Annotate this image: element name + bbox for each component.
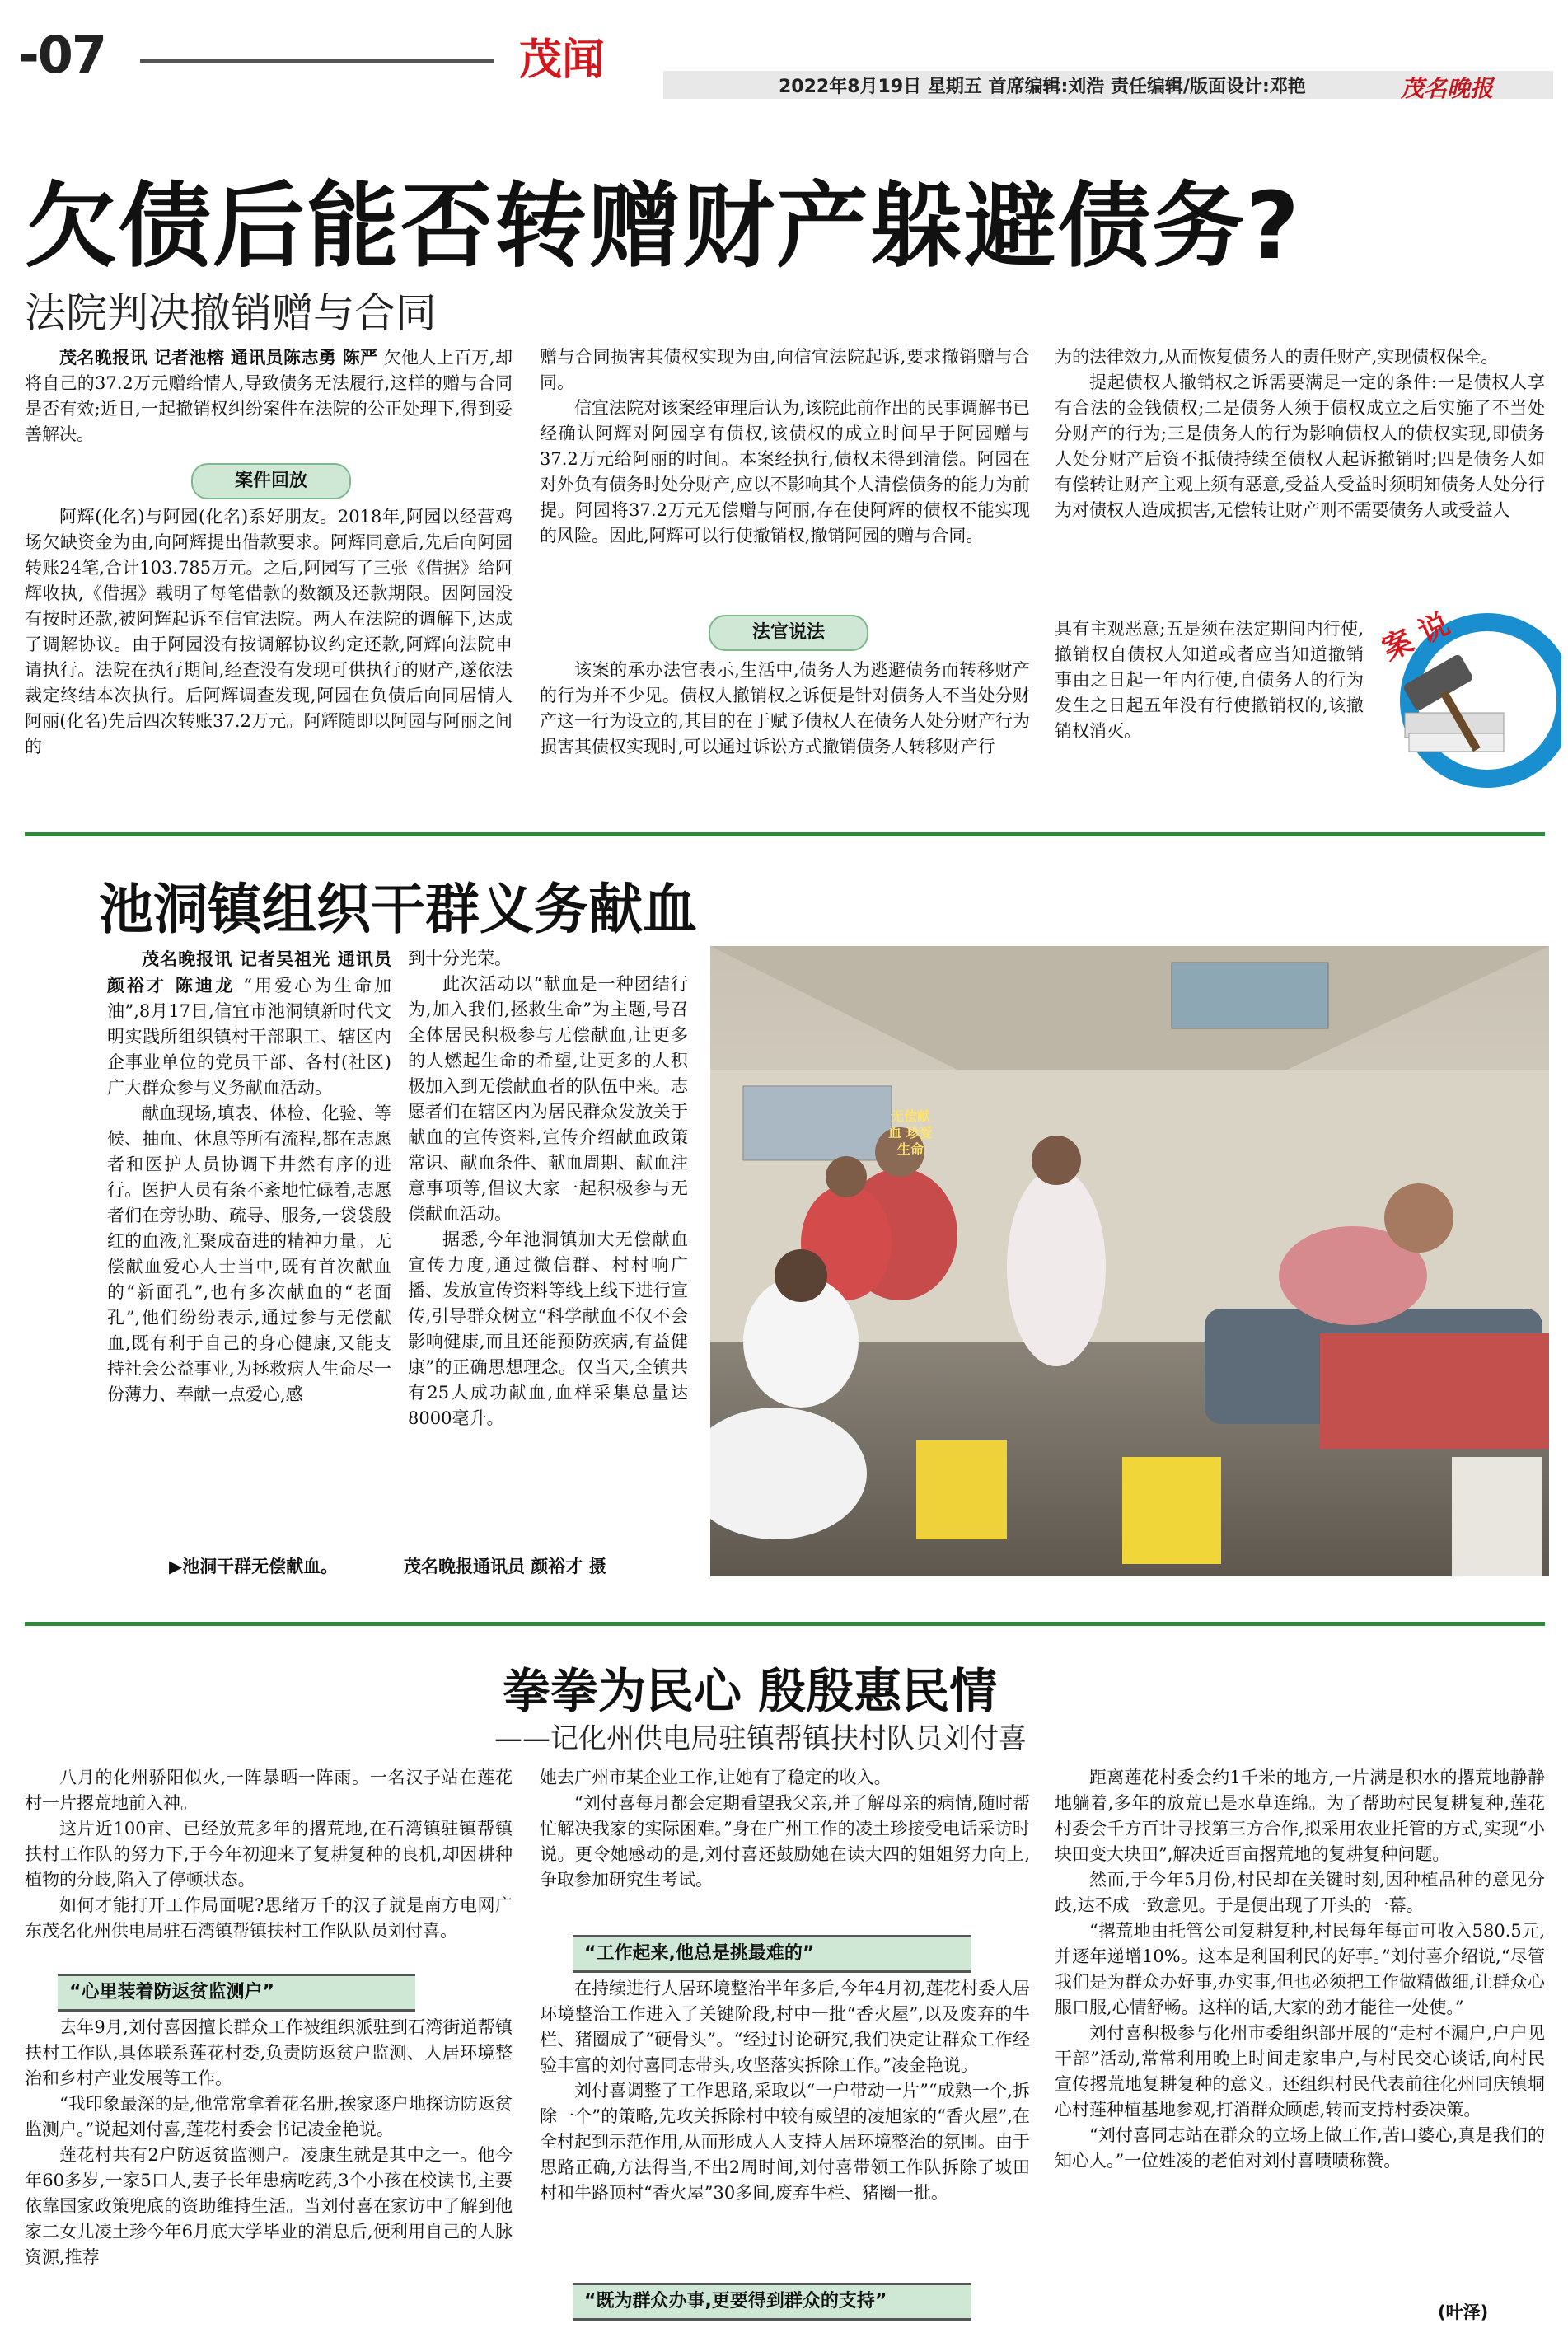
article1-col2 [540, 344, 1030, 604]
article1-p1: 阿辉(化名)与阿园(化名)系好朋友。2018年,阿园以经营鸡场欠缺资金为由,向阿辉提出借款要求。阿辉同意后,先后向阿园转账24笔,合计103.785万元。之后,阿园写了三张《借据》给阿辉收执,《借据》载明了每笔借款的数额及还款期限。因阿园没有按时还款,被阿辉起诉至信宜法院。两人在法院的调解下,达成了调解协议。由于阿园没有按调解协议约定还款,阿辉向法院申请执行。法院在执行期间,经查没有发现可供执行的财产,遂依法裁定终结本次执行。后阿辉调查发现,阿园在负债后向同居情人阿丽(化名)先后四次转账37.2万元。阿辉随即以阿园与阿丽之间的 [25, 507, 513, 756]
article2-col1 [107, 946, 391, 1560]
article3-c1p2: 这片近100亩、已经放荒多年的撂荒地,在石湾镇驻镇帮镇扶村工作队的努力下,于今年初迎来了复耕复种的良机,却因耕种植物的分歧,陷入了停顿状态。 [25, 1819, 513, 1890]
article3-col2-bottom [540, 1976, 1030, 2281]
article3-c1p6: 莲花村共有2户防返贫监测户。凌康生就是其中之一。他今年60多岁,一家5口人,妻子长年患病吃药,3个小孩在校读书,主要依靠国家政策兜底的资助维持生活。当刘付喜在家访中了解到他家二女儿凌土珍今年6月底大学毕业的消息后,便利用自己的人脉资源,推荐 [25, 2145, 513, 2267]
article3-c3p4: 刘付喜积极参与化州市委组织部开展的“走村不漏户,户户见干部”活动,常常利用晚上时间走家串户,与村民交心谈话,向村民宣传撂荒地复耕复种的意义。还组织村民代表前往化州同庆镇垌心村莲种植基地参观,打消群众顾虑,转而支持村委决策。 [1055, 2023, 1545, 2120]
article1-p7: 具有主观恶意;五是须在法定期间内行使,撤销权自债权人知道或者应当知道撤销事由之日起一年内行使,自债务人的行为发生之日起五年没有行使撤销权的,该撤销权消灭。 [1055, 619, 1364, 741]
article3-c2p1: 她去广州市某企业工作,让她有了稳定的收入。 [540, 1768, 892, 1787]
article1-p3: 信宜法院对该案经审理后认为,该院此前作出的民事调解书已经确认阿辉对阿园享有债权,该债权的成立时间早于阿园赠与37.2万元给阿丽的时间。本案经执行,债权未得到清偿。阿园在对外负有债务时处分财产,应以不影响其个人清偿债务的能力为前提。阿园将37.2万元无偿赠与阿丽,存在使阿辉的债权不能实现的风险。因此,阿辉可以行使撤销权,撤销阿园的赠与合同。 [540, 398, 1030, 546]
date-line: 2022年8月19日 星期五 首席编辑:刘浩 责任编辑/版面设计:邓艳 [779, 77, 1306, 97]
article1-lead: 茂名晚报讯 记者池榕 通讯员陈志勇 陈严 欠他人上百万,却将自己的37.2万元赠给情人,导致债务无法履行,这样的赠与合同是否有效;近日,一起撤销权纠纷案件在法院的公正处理下,得到妥善解决。 [25, 347, 513, 444]
photo-credit: 茂名晚报通讯员 颜裕才 摄 [404, 1557, 606, 1576]
article3-c3p5: “刘付喜同志站在群众的立场上做工作,苦口婆心,真是我们的知心人。”一位姓凌的老伯对刘付喜啧啧称赞。 [1055, 2125, 1545, 2171]
subsection-heading-1: “心里装着防返贫监测户” [58, 1974, 415, 2012]
vest-text: 无偿献血 珍爱生命 [888, 1108, 933, 1157]
article2-p4: 此次活动以“献血是一种团结行为,加入我们,拯救生命”为主题,号召全体居民积极参与无偿献血,让更多的人燃起生命的希望,让更多的人积极加入到无偿献血者的队伍中来。志愿者们在辖区内为居民群众发放关于献血的宣传资料,宣传介绍献血政策常识、献血条件、献血周期、献血注意事项等,倡议大家一起积极参与无偿献血活动。 [408, 974, 688, 1224]
article3-col3 [1055, 1765, 1545, 2317]
article3-col2-top [540, 1765, 1030, 1934]
blood-donation-photo [710, 946, 1549, 1576]
article3-c1p5: “我印象最深的是,他常常拿着花名册,挨家逐户地探访防返贫监测户。”说起刘付喜,莲花村委会书记凌金艳说。 [25, 2094, 513, 2139]
article1-p6: 提起债权人撤销权之诉需要满足一定的条件:一是债权人享有合法的金钱债权;二是债务人须于债权成立之后实施了不当处分财产的行为;三是债务人的行为影响债权人的债权实现,即债务人处分财产后资不抵债持续至债权人起诉撤销时;四是债务人如有偿转让财产主观上须有恶意,受益人受益时须明知债务人处分行为对债权人造成损害,无偿转让财产则不需要债务人或受益人 [1055, 372, 1545, 520]
section-heading-judge-says: 法官说法 [709, 615, 868, 651]
article2-p5: 据悉,今年池洞镇加大无偿献血宣传力度,通过微信群、村村响广播、发放宣传资料等线上线下进行宣传,引导群众树立“科学献血不仅不会影响健康,而且还能预防疾病,有益健康”的正确思想理念。仅当天,全镇共有25人成功献血,血样采集总量达8000毫升。 [408, 1230, 688, 1428]
badge-label: 案 说 [1377, 607, 1455, 667]
article2-byline: 茂名晚报讯 记者吴祖光 通讯员颜裕才 陈迪龙 [107, 949, 391, 995]
subsection-heading-2: “工作起来,他总是挑最难的” [573, 1935, 971, 1973]
section-label: 茂闻 [519, 35, 606, 85]
divider-2 [25, 1622, 1545, 1626]
article1-col3 [1055, 344, 1545, 616]
article2-lead: 茂名晚报讯 记者吴祖光 通讯员颜裕才 陈迪龙 “用爱心为生命加油”,8月17日,信宜市池洞镇新时代文明实践所组织镇村干部职工、辖区内企事业单位的党员干部、各村(社区)广大群众参与义务献血活动。 [107, 949, 391, 1098]
article3-c1p1: 八月的化州骄阳似火,一阵暴晒一阵雨。一名汉子站在莲花村一片撂荒地前入神。 [25, 1768, 513, 1813]
article2-p2: 献血现场,填表、体检、化验、等候、抽血、休息等所有流程,都在志愿者和医护人员协调下井然有序的进行。医护人员有条不紊地忙碌着,志愿者们在旁协助、疏导、服务,一袋袋殷红的血液,汇聚成奋进的精神力量。无偿献血爱心人士当中,既有首次献血的“新面孔”,也有多次献血的“老面孔”,他们纷纷表示,通过参与无偿献血,既有利于自己的身心健康,又能支持社会公益事业,为拯救病人生命尽一份薄力、奉献一点爱心,感 [107, 1103, 391, 1404]
article3-c2p3: 在持续进行人居环境整治半年多后,今年4月初,莲花村委人居环境整治工作进入了关键阶段,村中一批“香火屋”,以及废弃的牛栏、猪圈成了“硬骨头”。“经过讨论研究,我们决定让群众工作经验丰富的刘付喜同志带头,攻坚落实拆除工作。”凌金艳说。 [540, 1979, 1030, 2075]
section-heading-case-review: 案件回放 [191, 463, 351, 499]
masthead-logo: 茂名晚报 [1401, 75, 1494, 102]
article3-author: (叶泽) [1438, 2302, 1489, 2322]
masthead-left-rule [140, 59, 494, 63]
article1-col2-body [540, 658, 1030, 789]
article1-byline: 茂名晚报讯 记者池榕 通讯员陈志勇 陈严 [59, 347, 378, 368]
article1-p2: 赠与合同损害其债权实现为由,向信宜法院起诉,要求撤销赠与合同。 [540, 347, 1030, 392]
article2-p3: 到十分光荣。 [408, 949, 512, 968]
article2-col2 [408, 946, 688, 1560]
subsection-heading-3: “既为群众办事,更要得到群众的支持” [573, 2283, 971, 2321]
article3-headline: 拳拳为民心 殷殷惠民情 [503, 1663, 998, 1719]
article3-c1p3: 如何才能打开工作局面呢?思绪万千的汉子就是南方电网广东茂名化州供电局驻石湾镇帮镇扶村工作队队员刘付喜。 [25, 1895, 513, 1941]
article3-c2p4: 刘付喜调整了工作思路,采取以“一户带动一片”“成熟一个,拆除一个”的策略,先攻关拆除村中较有威望的凌旭家的“香火屋”,在全村起到示范作用,从而形成人人支持人居环境整治的氛围。由于思路正确,方法得当,不出2周时间,刘付喜带领工作队拆除了坡田村和牛路顶村“香火屋”30多间,废弃牛栏、猪圈一批。 [540, 2081, 1030, 2203]
article1-p4: 该案的承办法官表示,生活中,债务人为逃避债务而转移财产的行为并不少见。债权人撤销权之诉便是针对债务人不当处分财产这一行为设立的,其目的在于赋予债权人在债务人处分财产行为损害其债权实现时,可以通过诉讼方式撤销债务人转移财产行 [540, 660, 1030, 756]
article1-headline: 欠债后能否转赠财产躲避债务? [25, 173, 1301, 280]
article3-col1-bottom [25, 2015, 513, 2320]
article3-c1p4: 去年9月,刘付喜因擅长群众工作被组织派驻到石湾街道帮镇扶村工作队,具体联系莲花村委,负责防返贫户监测、人居环境整治和乡村产业发展等工作。 [25, 2017, 513, 2088]
article3-col1-top [25, 1765, 513, 1971]
article1-p5: 为的法律效力,从而恢复债务人的责任财产,实现债权保全。 [1055, 347, 1499, 367]
article3-c2p2: “刘付喜每月都会定期看望我父亲,并了解母亲的病情,随时帮忙解决我家的实际困难。”身在广州工作的凌土珍接受电话采访时说。更令她感动的是,刘付喜还鼓励她在读大四的姐姐努力向上,争取参加研究生考试。 [540, 1793, 1030, 1890]
article2-headline: 池洞镇组织干群义务献血 [99, 878, 697, 941]
photo-caption: ▶池洞干群无偿献血。 [169, 1557, 339, 1576]
article3-c3p3: “撂荒地由托管公司复耕复种,村民每年每亩可收入580.5元,并逐年递增10%。这本是利国利民的好事。”刘付喜介绍说,“尽管我们是为群众办好事,办实事,但也必须把工作做精做细,让群众心服口服,心情舒畅。这样的话,大家的劲才能往一处使。” [1055, 1921, 1545, 2017]
article1-subhead: 法院判决撤销赠与合同 [25, 289, 437, 337]
page-number: -07 [18, 25, 106, 85]
article1-col1-body [25, 504, 513, 789]
divider-1 [25, 832, 1545, 836]
article1-col3-tail [1055, 616, 1364, 791]
article3-subhead: ——记化州供电局驻镇帮镇扶村队员刘付喜 [494, 1722, 1027, 1755]
article3-c3p2: 然而,于今年5月份,村民却在关键时刻,因种植品种的意见分歧,达不成一致意见。于是便出现了开头的一幕。 [1055, 1870, 1545, 1915]
article3-c3p1: 距离莲花村委会约1千米的地方,一片满是积水的撂荒地静静地躺着,多年的放荒已是水草连绵。为了帮助村民复耕复种,莲花村委会千方百计寻找第三方合作,拟采用农业托管的方式,实现“小块田变大块田”,解决近百亩撂荒地的复耕复种问题。 [1055, 1768, 1545, 1864]
